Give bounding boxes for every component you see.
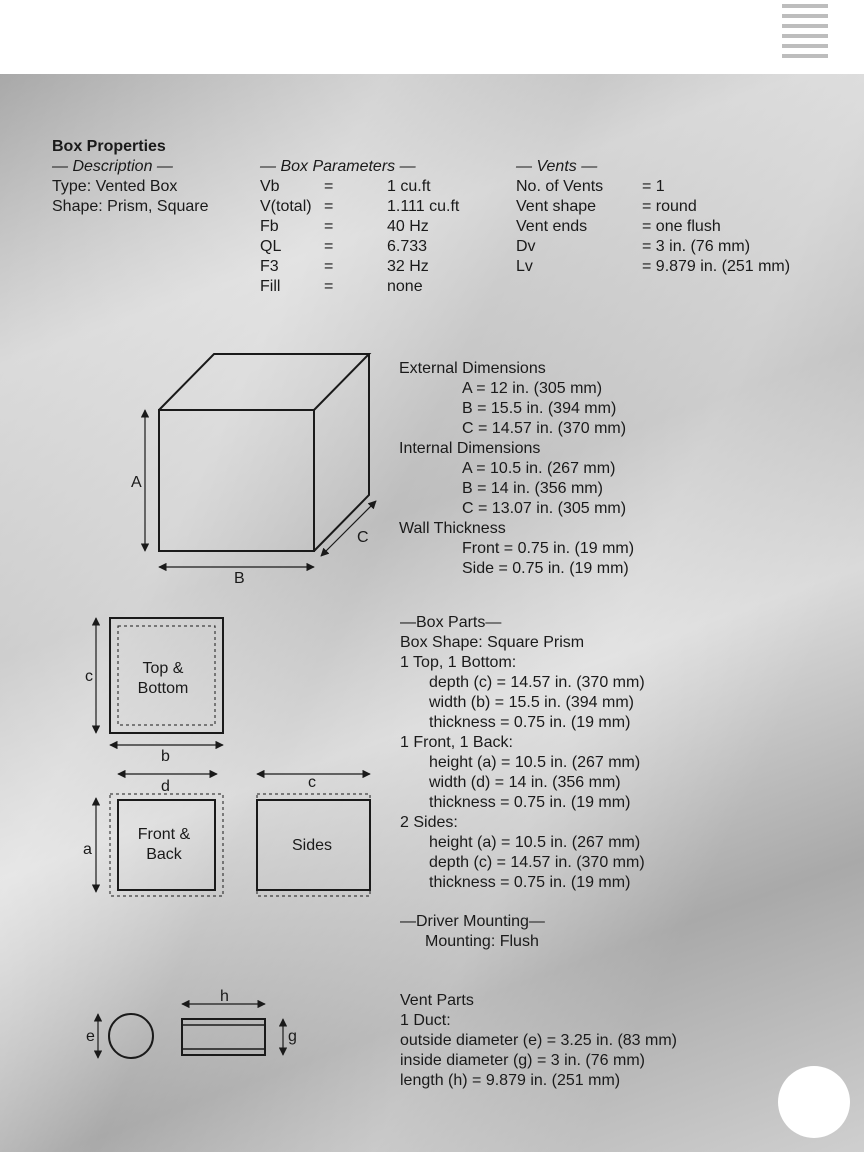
external-dim: B = 15.5 in. (394 mm)	[462, 400, 617, 417]
param-value: none	[387, 278, 423, 295]
param-eq: =	[324, 238, 334, 255]
param-eq: =	[324, 258, 334, 275]
sides-title: 2 Sides:	[400, 814, 458, 831]
param-name: QL	[260, 238, 282, 255]
box-type: Type: Vented Box	[52, 178, 178, 195]
properties-title: Box Properties	[52, 138, 166, 155]
front-back-outer	[110, 794, 223, 896]
sides-dim: depth (c) = 14.57 in. (370 mm)	[429, 854, 645, 871]
cube-label-b: B	[234, 570, 245, 587]
param-name: V(total)	[260, 198, 312, 215]
box-parts-shape: Box Shape: Square Prism	[400, 634, 585, 651]
param-value: 1 cu.ft	[387, 178, 431, 195]
internal-dim: B = 14 in. (356 mm)	[462, 480, 603, 497]
param-name: Vb	[260, 178, 280, 195]
param-value: 40 Hz	[387, 218, 429, 235]
external-dim: C = 14.57 in. (370 mm)	[462, 420, 627, 437]
vent-label-e: e	[86, 1028, 95, 1045]
param-eq: =	[324, 218, 334, 235]
vent-parts-title: Vent Parts	[400, 992, 474, 1009]
panel-label-a: a	[83, 841, 92, 858]
top-bottom-label-2: Bottom	[137, 680, 189, 697]
param-name: Fb	[260, 218, 279, 235]
vent-name: No. of Vents	[516, 178, 604, 195]
vent-name: Vent shape	[516, 198, 597, 215]
cube-label-c: C	[357, 529, 369, 546]
wall-dim: Front = 0.75 in. (19 mm)	[462, 540, 635, 557]
vent-value: = one flush	[642, 218, 721, 235]
panel-label-c: c	[85, 668, 93, 685]
param-name: Fill	[260, 278, 281, 295]
panel-label-d: d	[161, 778, 170, 795]
vent-name: Vent ends	[516, 218, 588, 235]
params-header: — Box Parameters —	[260, 158, 416, 175]
param-value: 32 Hz	[387, 258, 429, 275]
param-eq: =	[324, 178, 334, 195]
cube-outline	[159, 354, 369, 551]
top-bottom-dim: thickness = 0.75 in. (19 mm)	[429, 714, 631, 731]
vent-label-g: g	[288, 1028, 297, 1045]
front-back-panel	[118, 800, 215, 890]
page-number-badge	[778, 1066, 850, 1138]
description-header: — Description —	[52, 158, 173, 175]
vent-name: Lv	[516, 258, 533, 275]
driver-mounting: Mounting: Flush	[425, 933, 539, 950]
front-back-label-2: Back	[146, 846, 182, 863]
panel-label-b: b	[161, 748, 170, 765]
vent-value: = 3 in. (76 mm)	[642, 238, 751, 255]
box-parts-title: —Box Parts—	[400, 614, 502, 631]
vent-dim: length (h) = 9.879 in. (251 mm)	[400, 1072, 621, 1089]
vent-duct-count: 1 Duct:	[400, 1012, 451, 1029]
vent-value: = 9.879 in. (251 mm)	[642, 258, 791, 275]
vent-dim: inside diameter (g) = 3 in. (76 mm)	[400, 1052, 645, 1069]
top-bottom-dim: width (b) = 15.5 in. (394 mm)	[429, 694, 634, 711]
wall-title: Wall Thickness	[399, 520, 506, 537]
external-title: External Dimensions	[399, 360, 546, 377]
internal-title: Internal Dimensions	[399, 440, 541, 457]
box-shape: Shape: Prism, Square	[52, 198, 209, 215]
param-name: F3	[260, 258, 279, 275]
param-value: 6.733	[387, 238, 428, 255]
top-bottom-dim: depth (c) = 14.57 in. (370 mm)	[429, 674, 645, 691]
top-bottom-title: 1 Top, 1 Bottom:	[400, 654, 517, 671]
external-dim: A = 12 in. (305 mm)	[462, 380, 603, 397]
front-back-title: 1 Front, 1 Back:	[400, 734, 513, 751]
top-bottom-label: Top &	[142, 660, 184, 677]
panel-label-c2: c	[308, 774, 316, 791]
front-back-label: Front &	[137, 826, 191, 843]
sides-label: Sides	[291, 837, 333, 854]
duct-end-circle	[109, 1014, 153, 1058]
front-back-dim: thickness = 0.75 in. (19 mm)	[429, 794, 631, 811]
vent-dim: outside diameter (e) = 3.25 in. (83 mm)	[400, 1032, 678, 1049]
driver-title: —Driver Mounting—	[400, 913, 545, 930]
vent-name: Dv	[516, 238, 536, 255]
vent-value: = round	[642, 198, 697, 215]
vents-header: — Vents —	[516, 158, 598, 175]
vent-value: = 1	[642, 178, 665, 195]
cube-label-a: A	[131, 474, 142, 491]
sides-dim: height (a) = 10.5 in. (267 mm)	[429, 834, 641, 851]
sides-dim: thickness = 0.75 in. (19 mm)	[429, 874, 631, 891]
front-back-dim: height (a) = 10.5 in. (267 mm)	[429, 754, 641, 771]
front-back-dim: width (d) = 14 in. (356 mm)	[429, 774, 621, 791]
internal-dim: C = 13.07 in. (305 mm)	[462, 500, 627, 517]
wall-dim: Side = 0.75 in. (19 mm)	[462, 560, 629, 577]
param-value: 1.111 cu.ft	[387, 198, 460, 215]
param-eq: =	[324, 198, 334, 215]
param-eq: =	[324, 278, 334, 295]
internal-dim: A = 10.5 in. (267 mm)	[462, 460, 616, 477]
vent-label-h: h	[220, 988, 229, 1005]
